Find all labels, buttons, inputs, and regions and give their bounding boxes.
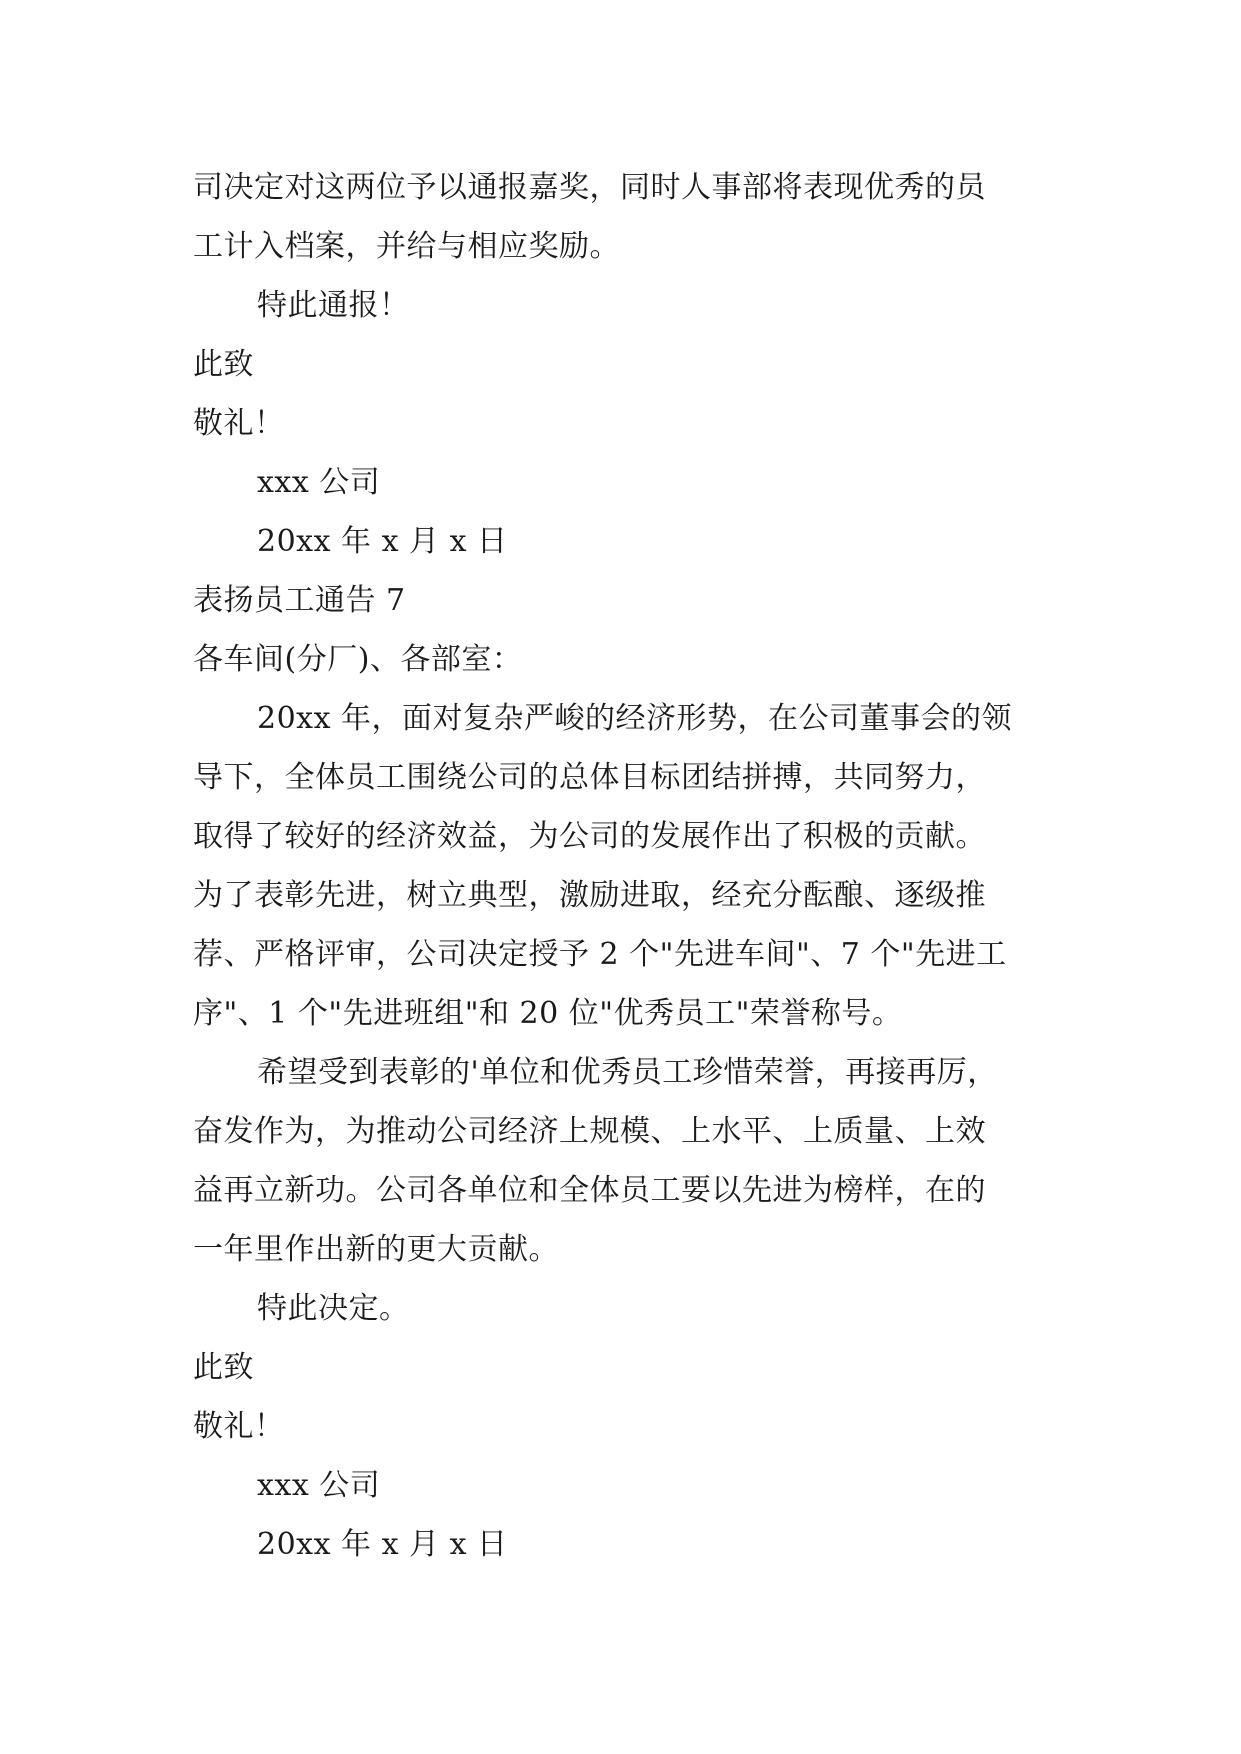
salutation: 此致 <box>193 347 254 382</box>
text-line: 序"、1 个"先进班组"和 20 位"优秀员工"荣誉称号。 <box>193 996 903 1031</box>
text-line: 司决定对这两位予以通报嘉奖，同时人事部将表现优秀的员 <box>193 170 986 205</box>
text-line: 为了表彰先进，树立典型，激励进取，经充分酝酿、逐级推 <box>193 878 986 913</box>
text-line: 工计入档案，并给与相应奖励。 <box>193 229 620 264</box>
text-line: 荐、严格评审，公司决定授予 2 个"先进车间"、7 个"先进工 <box>193 937 1007 972</box>
text-line: 奋发作为，为推动公司经济上规模、上水平、上质量、上效 <box>193 1114 986 1149</box>
text-line: 20xx 年，面对复杂严峻的经济形势，在公司董事会的领 <box>257 701 1013 736</box>
signature-date: 20xx 年 x 月 x 日 <box>257 524 508 559</box>
text-line: 益再立新功。公司各单位和全体员工要以先进为榜样，在的 <box>193 1173 986 1208</box>
text-line: 取得了较好的经济效益，为公司的发展作出了积极的贡献。 <box>193 819 986 854</box>
section-title: 表扬员工通告 7 <box>193 583 406 618</box>
text-line: 一年里作出新的更大贡献。 <box>193 1232 559 1267</box>
salutation: 此致 <box>193 1350 254 1385</box>
closing-remark: 特此决定。 <box>257 1291 410 1326</box>
salutation: 敬礼！ <box>193 406 285 441</box>
signature-company: xxx 公司 <box>257 465 381 500</box>
text-line: 希望受到表彰的'单位和优秀员工珍惜荣誉，再接再厉， <box>257 1055 998 1090</box>
salutation: 敬礼！ <box>193 1409 285 1444</box>
text-line: 导下，全体员工围绕公司的总体目标团结拼搏，共同努力， <box>193 760 986 795</box>
signature-company: xxx 公司 <box>257 1468 381 1503</box>
closing-remark: 特此通报！ <box>257 288 410 323</box>
recipient-line: 各车间(分厂)、各部室： <box>193 642 523 677</box>
document-page <box>193 158 1073 1574</box>
signature-date: 20xx 年 x 月 x 日 <box>257 1527 508 1562</box>
